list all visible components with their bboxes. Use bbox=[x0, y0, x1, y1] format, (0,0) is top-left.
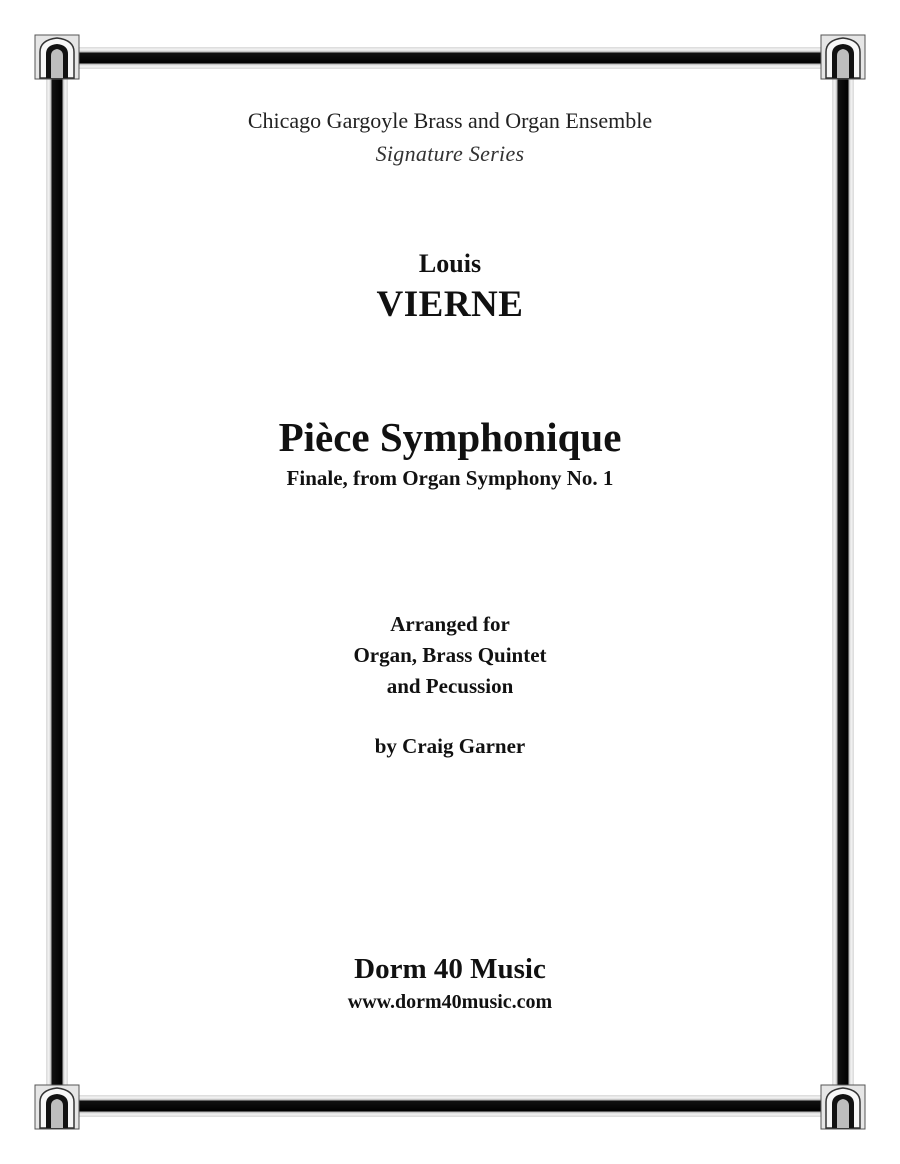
border-left bbox=[46, 58, 68, 1106]
arrangement-line-1: Arranged for bbox=[390, 612, 510, 636]
publisher-name: Dorm 40 Music bbox=[354, 953, 546, 985]
ensemble-name: Chicago Gargoyle Brass and Organ Ensemble bbox=[247, 108, 653, 133]
series-name: Signature Series bbox=[375, 141, 525, 166]
work-subtitle: Finale, from Organ Symphony No. 1 bbox=[286, 466, 614, 490]
corner-ornament-icon bbox=[34, 1084, 80, 1130]
corner-ornament-icon bbox=[820, 34, 866, 80]
arrangement-line-2: Organ, Brass Quintet bbox=[353, 643, 547, 667]
border-right bbox=[832, 58, 854, 1106]
composer-first-name: Louis bbox=[418, 249, 482, 278]
composer-last-name: VIERNE bbox=[376, 284, 524, 325]
publisher-website: www.dorm40music.com bbox=[347, 991, 553, 1013]
arranger-credit: by Craig Garner bbox=[374, 734, 526, 758]
corner-ornament-icon bbox=[820, 1084, 866, 1130]
work-title: Pièce Symphonique bbox=[278, 414, 622, 460]
border-bottom bbox=[58, 1095, 842, 1117]
border-top bbox=[58, 47, 842, 69]
corner-ornament-icon bbox=[34, 34, 80, 80]
arrangement-line-3: and Pecussion bbox=[386, 674, 514, 698]
